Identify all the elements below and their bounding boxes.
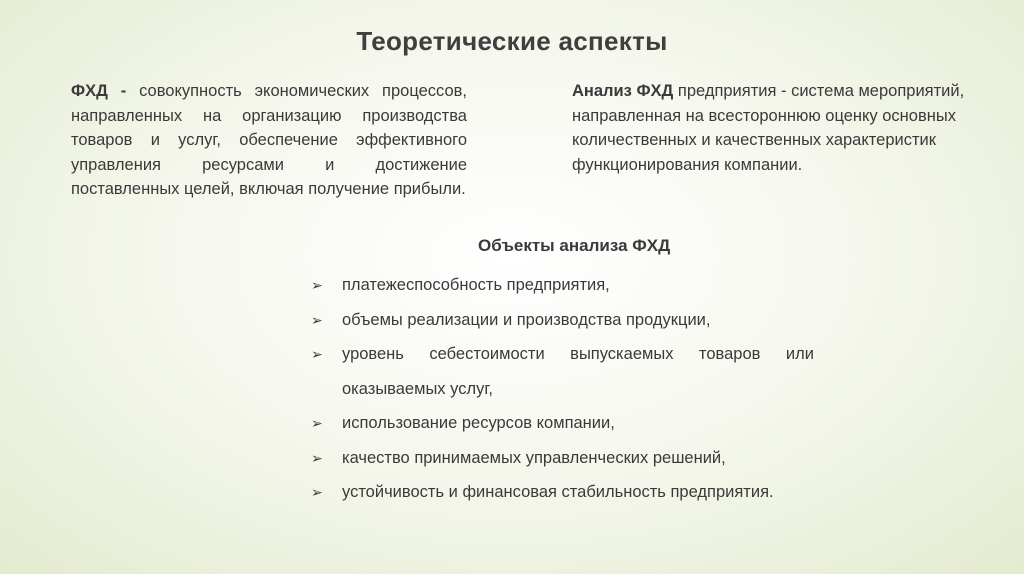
arrow-bullet-icon: ➢ [311,311,323,328]
list-item-text: использование ресурсов компании, [342,414,615,432]
list-item [311,268,814,303]
arrow-bullet-icon: ➢ [311,484,323,500]
list-item-text: качество принимаемых управленческих решений, [342,448,726,467]
list-item-text: платежеспособность предприятия, [342,276,610,294]
fhd-definition-text: совокупность экономических процессов, направленных на организацию производства товаров и услуг, обеспечение эффективного управления ресурсами и достижение поставленных целей, включая получение прибыли. [71,82,467,198]
fhd-term: ФХД - [71,82,127,100]
list-item-text: уровень себестоимости выпускаемых товаров или оказываемых услуг, [342,345,814,398]
fhd-analysis-definition-text: предприятия - система мероприятий, направленная на всестороннюю оценку основных количественных и качественных характеристик функционирования компании. [572,82,965,174]
objects-list [311,268,814,510]
list-item [311,441,814,476]
list-item-text: устойчивость и финансовая стабильность предприятия. [342,483,774,501]
list-item [311,406,814,441]
fhd-analysis-definition [572,79,997,177]
slide-title: Теоретические аспекты [356,26,668,56]
arrow-bullet-icon: ➢ [311,277,323,293]
arrow-bullet-icon: ➢ [311,346,323,362]
list-item [311,475,814,510]
list-item [311,337,814,406]
arrow-bullet-icon: ➢ [311,415,323,431]
arrow-bullet-icon: ➢ [311,449,323,466]
list-item-text: объемы реализации и производства продукции, [342,310,711,329]
list-item [311,303,814,338]
fhd-analysis-term: Анализ ФХД [572,82,674,100]
objects-title: Объекты анализа ФХД [478,236,671,255]
fhd-definition [71,79,467,202]
